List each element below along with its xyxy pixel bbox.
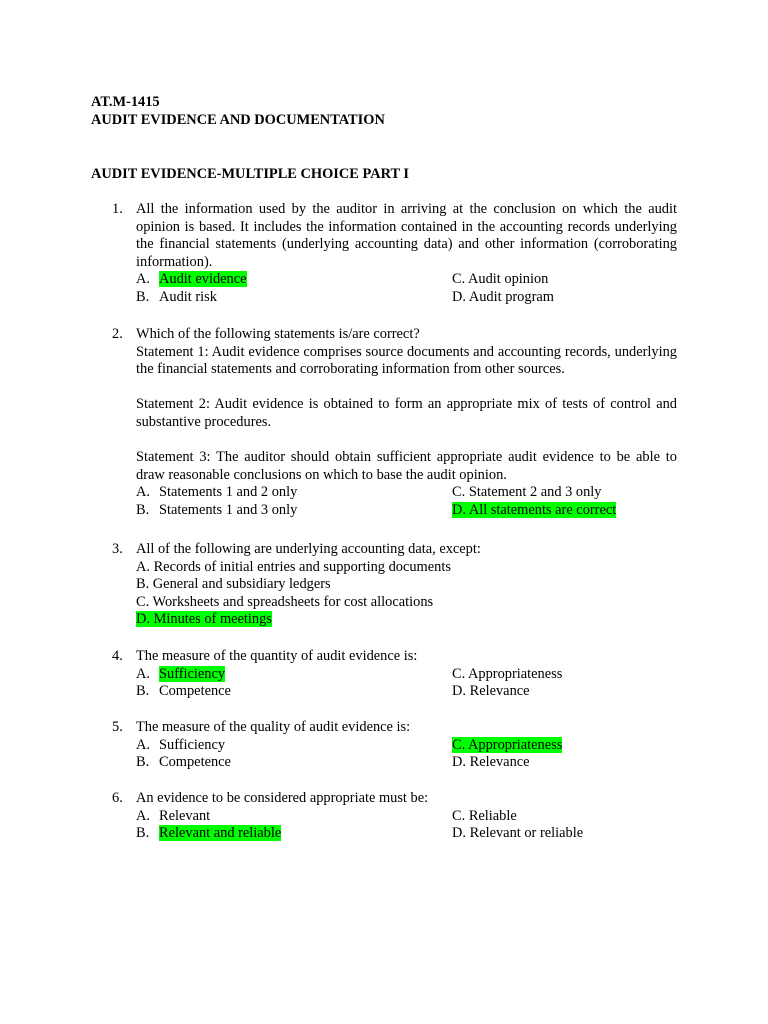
option-letter: C. — [452, 665, 466, 682]
document-title: AUDIT EVIDENCE AND DOCUMENTATION — [91, 112, 385, 128]
question-6 — [112, 790, 677, 843]
option-text: Statement 2 and 3 only — [468, 484, 602, 501]
question-2 — [112, 326, 677, 520]
option-text: Reliable — [468, 807, 517, 824]
answer-options — [136, 271, 677, 306]
option-letter: A. — [136, 736, 150, 753]
question-number: 5. — [112, 719, 123, 735]
option-text: All statements are correct — [468, 501, 617, 518]
option-letter: D. — [452, 754, 466, 771]
statement-1: Statement 1: Audit evidence comprises source documents and accounting records, underlying the financial statements and corroborating information from other sources. — [136, 343, 677, 378]
option-highlighted — [452, 502, 616, 518]
option-a — [136, 737, 452, 755]
answer-options — [136, 484, 677, 519]
option-b — [136, 502, 452, 520]
question-body — [136, 201, 677, 307]
statement-2: Statement 2: Audit evidence is obtained to form an appropriate mix of tests of control and substantive procedures. — [136, 396, 677, 430]
option-letter: D. — [452, 501, 466, 518]
option-letter: B. — [136, 683, 150, 700]
option-text: Competence — [159, 683, 231, 700]
option-a — [136, 271, 452, 289]
question-body — [136, 790, 677, 843]
option-d-wrap — [136, 611, 677, 629]
question-text: All of the following are underlying accounting data, except: — [136, 541, 481, 557]
question-number: 1. — [112, 201, 123, 217]
question-text: The measure of the quantity of audit evidence is: — [136, 648, 418, 664]
option-letter: C. — [452, 807, 466, 824]
question-body — [136, 541, 677, 629]
option-text: Statements 1 and 3 only — [159, 501, 298, 518]
option-c: C. Worksheets and spreadsheets for cost allocations — [136, 593, 434, 610]
question-4 — [112, 648, 677, 701]
question-1 — [112, 201, 677, 307]
option-c — [452, 271, 677, 289]
option-text-highlighted: Relevant and reliable — [159, 825, 282, 842]
question-number: 6. — [112, 790, 123, 806]
option-b — [136, 683, 452, 701]
option-text-highlighted: Audit evidence — [159, 271, 247, 288]
option-c — [452, 737, 677, 755]
answer-options — [136, 737, 677, 772]
option-d — [452, 683, 677, 701]
option-letter: C. — [452, 271, 466, 288]
option-text: Audit opinion — [468, 271, 549, 288]
section-title: AUDIT EVIDENCE-MULTIPLE CHOICE PART I — [91, 166, 410, 182]
option-c — [452, 484, 677, 502]
option-a: A. Records of initial entries and supporting documents — [136, 558, 451, 575]
option-b — [136, 754, 452, 772]
question-text: The measure of the quality of audit evidence is: — [136, 719, 411, 735]
question-5 — [112, 719, 677, 772]
option-highlighted — [452, 737, 562, 753]
question-body — [136, 719, 677, 772]
option-c — [452, 666, 677, 684]
option-letter: D. — [452, 825, 466, 842]
option-letter: B. — [136, 501, 150, 518]
option-text-highlighted: Sufficiency — [159, 665, 226, 682]
option-a — [136, 808, 452, 826]
option-text: Relevant — [159, 807, 211, 824]
option-d — [452, 754, 677, 772]
option-d — [452, 825, 677, 843]
question-body — [136, 326, 677, 520]
option-letter: A. — [136, 665, 150, 682]
document-code: AT.M-1415 — [91, 94, 160, 110]
question-text: An evidence to be considered appropriate must be: — [136, 790, 429, 806]
option-letter: C. — [452, 484, 466, 501]
option-text: Appropriateness — [468, 736, 563, 753]
question-number: 3. — [112, 541, 123, 557]
option-d — [452, 502, 677, 520]
option-letter: D. — [452, 288, 466, 305]
option-text: Audit program — [468, 288, 554, 305]
option-letter: A. — [136, 271, 150, 288]
question-text: Which of the following statements is/are correct? — [136, 326, 420, 342]
option-letter: A. — [136, 484, 150, 501]
option-text: Relevance — [469, 683, 530, 700]
option-letter: B. — [136, 288, 150, 305]
option-text: Relevant or reliable — [469, 825, 584, 842]
option-a — [136, 666, 452, 684]
option-letter: B. — [136, 825, 150, 842]
option-b — [136, 825, 452, 843]
statement-3: Statement 3: The auditor should obtain sufficient appropriate audit evidence to be able to draw reasonable conclusions on which to base the audit opinion. — [136, 449, 677, 483]
question-3 — [112, 541, 677, 629]
answer-options — [136, 808, 677, 843]
option-text: Sufficiency — [159, 736, 226, 753]
option-text: Audit risk — [159, 288, 217, 305]
option-letter: C. — [452, 736, 466, 753]
option-text: Appropriateness — [468, 665, 563, 682]
option-letter: A. — [136, 807, 150, 824]
answer-options — [136, 666, 677, 701]
option-text: Competence — [159, 754, 231, 771]
option-a — [136, 484, 452, 502]
question-number: 4. — [112, 648, 123, 664]
option-text: Relevance — [469, 754, 530, 771]
option-c — [452, 808, 677, 826]
option-b: B. General and subsidiary ledgers — [136, 576, 331, 593]
question-text: All the information used by the auditor in arriving at the conclusion on which the audit opinion is based. It includes the information contained in the accounting records underlying the financial statements (underlying accounting data) and other information (corroborating information). — [136, 201, 677, 270]
option-d: D. Minutes of meetings — [136, 611, 272, 628]
question-body — [136, 648, 677, 701]
option-letter: B. — [136, 754, 150, 771]
option-letter: D. — [452, 683, 466, 700]
option-text: Statements 1 and 2 only — [159, 484, 298, 501]
option-b — [136, 289, 452, 307]
question-number: 2. — [112, 326, 123, 342]
option-d — [452, 289, 677, 307]
